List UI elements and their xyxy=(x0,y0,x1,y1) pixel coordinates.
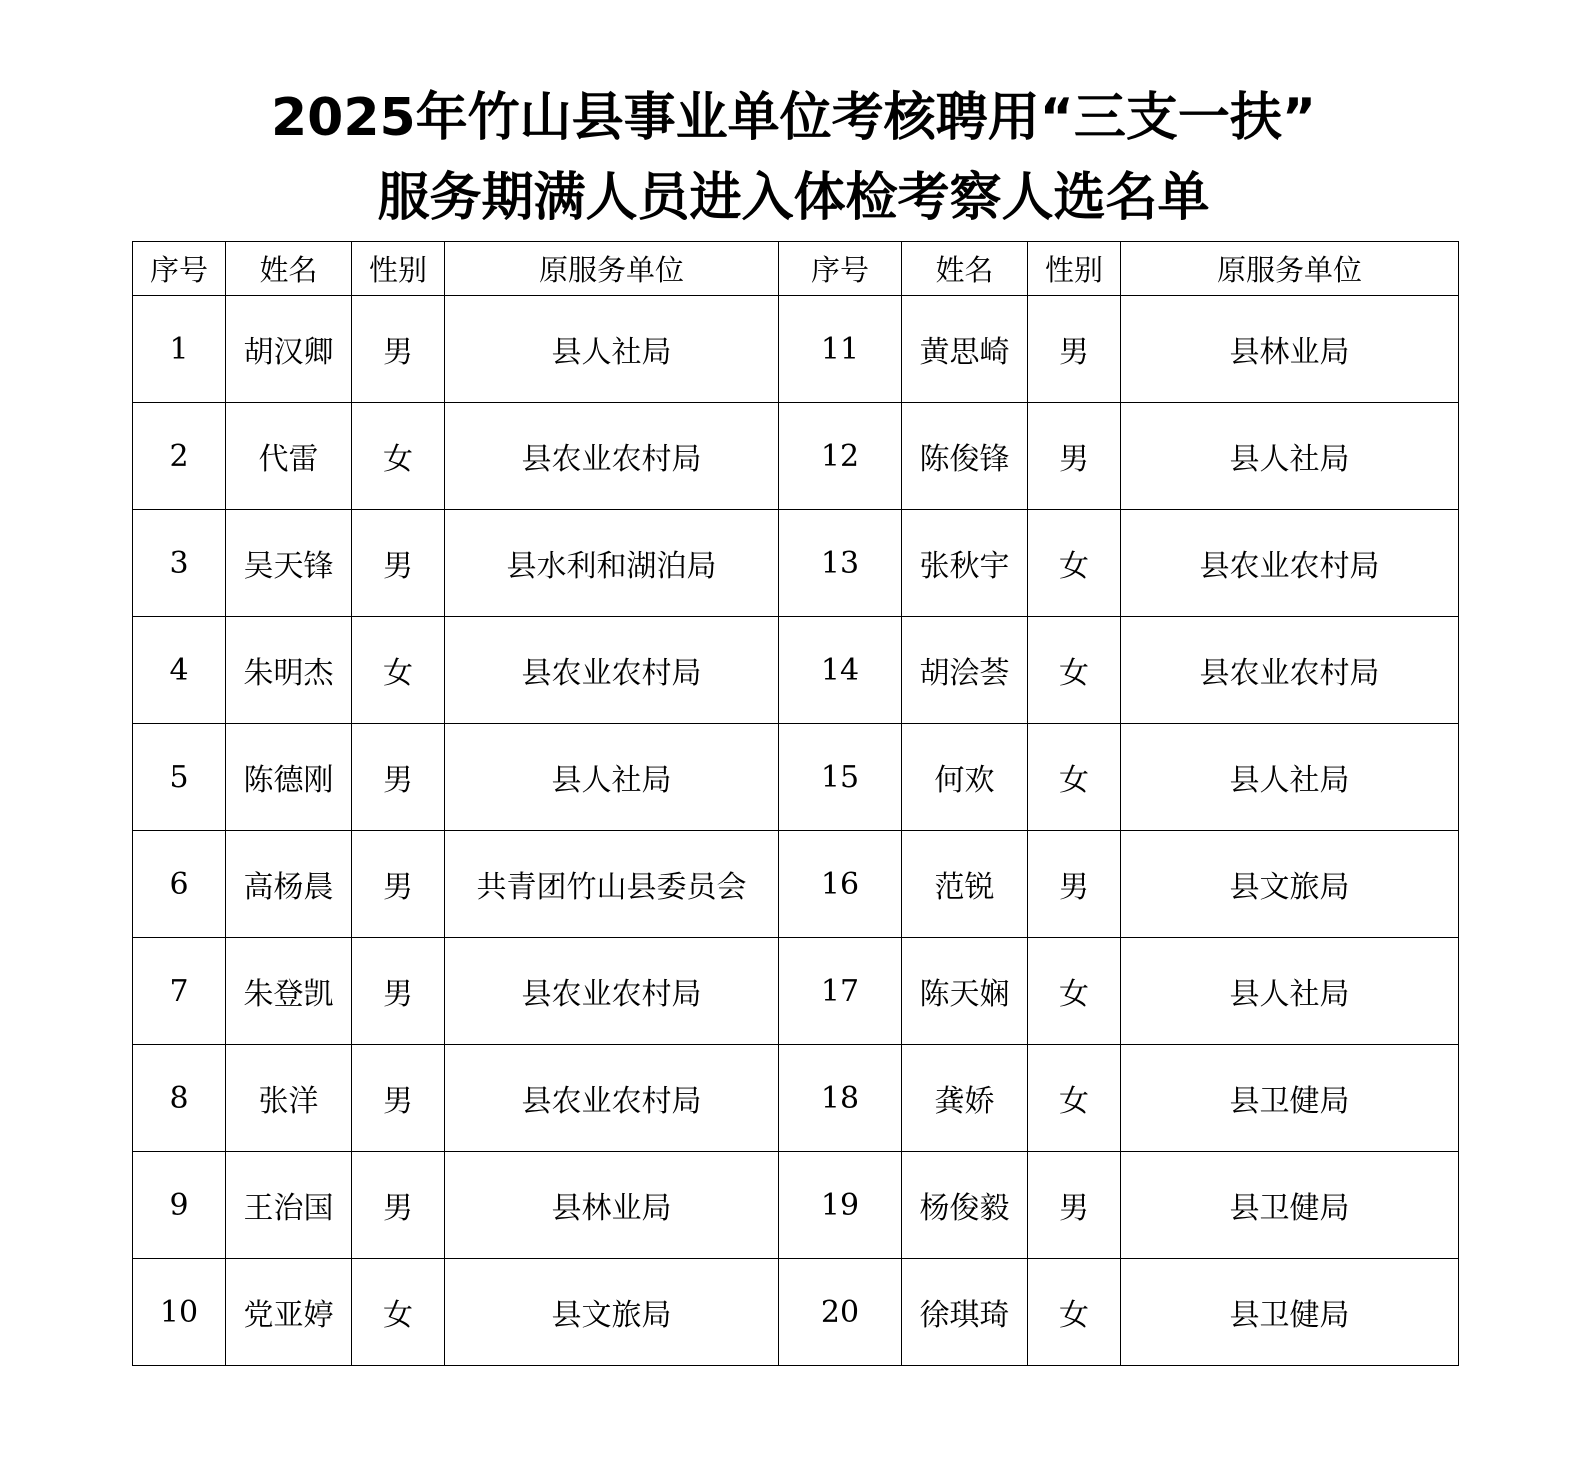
cell-name: 吴天锋 xyxy=(226,510,352,617)
cell-name: 徐琪琦 xyxy=(902,1259,1028,1366)
cell-seq: 10 xyxy=(133,1259,226,1366)
cell-name: 范锐 xyxy=(902,831,1028,938)
header-name: 姓名 xyxy=(226,242,352,296)
cell-seq: 4 xyxy=(133,617,226,724)
cell-unit: 县水利和湖泊局 xyxy=(445,510,779,617)
cell-sex: 女 xyxy=(1028,1045,1121,1152)
cell-name: 朱明杰 xyxy=(226,617,352,724)
cell-seq: 20 xyxy=(779,1259,902,1366)
cell-name: 陈天娴 xyxy=(902,938,1028,1045)
cell-name: 张洋 xyxy=(226,1045,352,1152)
cell-name: 胡汉卿 xyxy=(226,296,352,403)
cell-unit: 县人社局 xyxy=(445,724,779,831)
cell-sex: 女 xyxy=(1028,1259,1121,1366)
cell-seq: 13 xyxy=(779,510,902,617)
table-row xyxy=(133,1259,1459,1366)
cell-name: 何欢 xyxy=(902,724,1028,831)
cell-seq: 1 xyxy=(133,296,226,403)
cell-name: 杨俊毅 xyxy=(902,1152,1028,1259)
table-row xyxy=(133,617,1459,724)
cell-unit: 县文旅局 xyxy=(1121,831,1459,938)
cell-sex: 男 xyxy=(352,831,445,938)
cell-sex: 女 xyxy=(1028,938,1121,1045)
cell-name: 党亚婷 xyxy=(226,1259,352,1366)
cell-seq: 14 xyxy=(779,617,902,724)
header-seq: 序号 xyxy=(779,242,902,296)
cell-seq: 2 xyxy=(133,403,226,510)
cell-sex: 男 xyxy=(352,510,445,617)
document-title-line-1: 2025年竹山县事业单位考核聘用“三支一扶” xyxy=(270,88,1317,148)
cell-unit: 县农业农村局 xyxy=(445,938,779,1045)
cell-sex: 男 xyxy=(352,938,445,1045)
cell-seq: 18 xyxy=(779,1045,902,1152)
cell-unit: 县文旅局 xyxy=(445,1259,779,1366)
cell-name: 陈俊锋 xyxy=(902,403,1028,510)
header-sex: 性别 xyxy=(352,242,445,296)
cell-sex: 男 xyxy=(1028,1152,1121,1259)
table-header-row xyxy=(133,242,1459,296)
header-unit: 原服务单位 xyxy=(445,242,779,296)
table-row xyxy=(133,938,1459,1045)
header-name: 姓名 xyxy=(902,242,1028,296)
cell-sex: 男 xyxy=(1028,831,1121,938)
cell-name: 龚娇 xyxy=(902,1045,1028,1152)
cell-unit: 县卫健局 xyxy=(1121,1259,1459,1366)
cell-unit: 县人社局 xyxy=(1121,724,1459,831)
cell-name: 胡浍荟 xyxy=(902,617,1028,724)
cell-sex: 男 xyxy=(1028,403,1121,510)
table-row xyxy=(133,1045,1459,1152)
cell-seq: 15 xyxy=(779,724,902,831)
cell-seq: 17 xyxy=(779,938,902,1045)
cell-seq: 3 xyxy=(133,510,226,617)
candidate-table xyxy=(132,241,1459,1366)
cell-name: 陈德刚 xyxy=(226,724,352,831)
cell-name: 张秋宇 xyxy=(902,510,1028,617)
cell-sex: 女 xyxy=(1028,510,1121,617)
cell-seq: 19 xyxy=(779,1152,902,1259)
cell-sex: 男 xyxy=(1028,296,1121,403)
cell-unit: 县卫健局 xyxy=(1121,1152,1459,1259)
header-unit: 原服务单位 xyxy=(1121,242,1459,296)
cell-sex: 男 xyxy=(352,1045,445,1152)
header-sex: 性别 xyxy=(1028,242,1121,296)
cell-unit: 县林业局 xyxy=(1121,296,1459,403)
document-title-line-2: 服务期满人员进入体检考察人选名单 xyxy=(377,168,1210,228)
table-row xyxy=(133,724,1459,831)
cell-unit: 县农业农村局 xyxy=(1121,617,1459,724)
cell-sex: 女 xyxy=(1028,617,1121,724)
table-row xyxy=(133,831,1459,938)
cell-unit: 县林业局 xyxy=(445,1152,779,1259)
cell-sex: 女 xyxy=(352,617,445,724)
cell-unit: 县农业农村局 xyxy=(1121,510,1459,617)
header-seq: 序号 xyxy=(133,242,226,296)
cell-unit: 县农业农村局 xyxy=(445,403,779,510)
cell-sex: 女 xyxy=(1028,724,1121,831)
cell-name: 高杨晨 xyxy=(226,831,352,938)
cell-seq: 12 xyxy=(779,403,902,510)
cell-name: 王治国 xyxy=(226,1152,352,1259)
cell-unit: 县人社局 xyxy=(445,296,779,403)
cell-name: 代雷 xyxy=(226,403,352,510)
cell-sex: 女 xyxy=(352,403,445,510)
table-row xyxy=(133,403,1459,510)
cell-name: 黄思崎 xyxy=(902,296,1028,403)
cell-seq: 6 xyxy=(133,831,226,938)
cell-seq: 8 xyxy=(133,1045,226,1152)
table-row xyxy=(133,296,1459,403)
table-row xyxy=(133,510,1459,617)
cell-unit: 县人社局 xyxy=(1121,403,1459,510)
cell-sex: 男 xyxy=(352,1152,445,1259)
cell-sex: 女 xyxy=(352,1259,445,1366)
cell-seq: 9 xyxy=(133,1152,226,1259)
cell-seq: 11 xyxy=(779,296,902,403)
cell-unit: 县农业农村局 xyxy=(445,617,779,724)
cell-unit: 县卫健局 xyxy=(1121,1045,1459,1152)
cell-unit: 共青团竹山县委员会 xyxy=(445,831,779,938)
cell-sex: 男 xyxy=(352,296,445,403)
cell-sex: 男 xyxy=(352,724,445,831)
cell-name: 朱登凯 xyxy=(226,938,352,1045)
cell-seq: 5 xyxy=(133,724,226,831)
cell-seq: 16 xyxy=(779,831,902,938)
cell-unit: 县人社局 xyxy=(1121,938,1459,1045)
table-row xyxy=(133,1152,1459,1259)
cell-unit: 县农业农村局 xyxy=(445,1045,779,1152)
cell-seq: 7 xyxy=(133,938,226,1045)
